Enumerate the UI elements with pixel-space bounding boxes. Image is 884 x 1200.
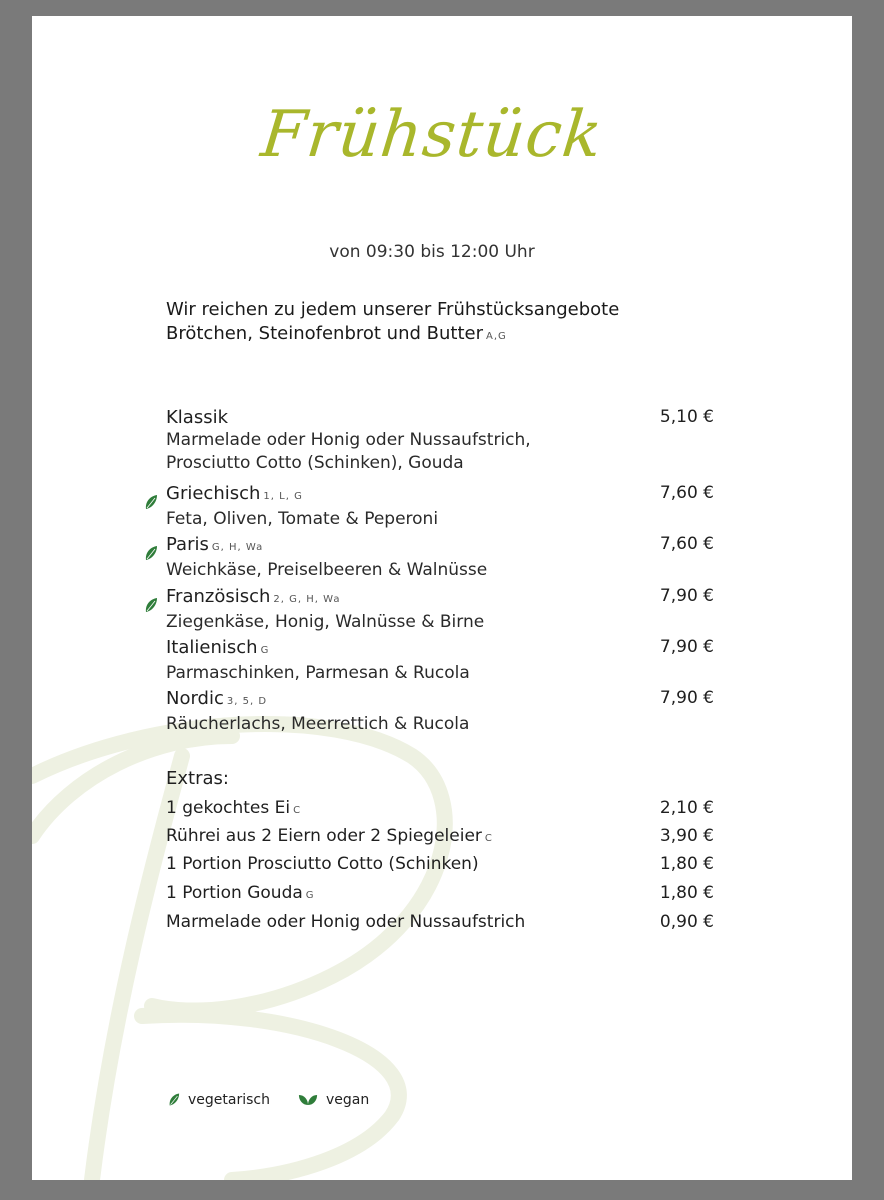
vegan-leaves-icon bbox=[298, 1092, 318, 1107]
allergen-codes: A,G bbox=[486, 331, 507, 342]
extra-item-price: 2,10 € bbox=[659, 798, 714, 818]
legend-label: vegan bbox=[326, 1092, 370, 1108]
extra-item-name: 1 Portion Prosciutto Cotto (Schinken) bbox=[166, 854, 479, 874]
extra-item-price: 1,80 € bbox=[659, 854, 714, 874]
menu-item-klassik bbox=[166, 406, 714, 475]
legend-vegan bbox=[298, 1092, 369, 1108]
menu-item-name: Klassik bbox=[166, 407, 229, 428]
vegetarian-leaf-icon bbox=[144, 494, 158, 510]
extra-item-price: 0,90 € bbox=[659, 912, 714, 932]
extras-heading: Extras: bbox=[166, 768, 229, 789]
menu-item-paris bbox=[166, 533, 714, 582]
menu-item-desc: Feta, Oliven, Tomate & Peperoni bbox=[166, 509, 439, 529]
intro-line-1: Wir reichen zu jedem unserer Frühstücksangebote bbox=[166, 299, 620, 320]
menu-item-price: 5,10 € bbox=[659, 407, 714, 427]
extra-item bbox=[166, 882, 714, 907]
extra-item bbox=[166, 853, 714, 876]
menu-item-price: 7,90 € bbox=[659, 637, 714, 657]
intro-line-2 bbox=[166, 322, 726, 349]
menu-item-name: Griechisch bbox=[166, 483, 261, 504]
vegetarian-leaf-icon bbox=[144, 545, 158, 561]
menu-item-italienisch bbox=[166, 636, 714, 685]
extra-item-name: 1 gekochtes Ei bbox=[166, 798, 291, 818]
vegetarian-leaf-icon bbox=[144, 597, 158, 613]
menu-item-price: 7,60 € bbox=[659, 534, 714, 554]
allergen-codes: 3, 5, D bbox=[226, 696, 268, 707]
allergen-codes: C bbox=[484, 833, 493, 844]
menu-item-name: Italienisch bbox=[166, 637, 258, 658]
page-title: Frühstück bbox=[257, 98, 607, 172]
menu-item-desc: Prosciutto Cotto (Schinken), Gouda bbox=[166, 453, 464, 473]
menu-item-desc: Räucherlachs, Meerrettich & Rucola bbox=[166, 714, 470, 734]
menu-item-desc: Ziegenkäse, Honig, Walnüsse & Birne bbox=[166, 612, 485, 632]
intro-text bbox=[166, 298, 726, 349]
menu-item-desc: Parmaschinken, Parmesan & Rucola bbox=[166, 663, 470, 683]
menu-item-griechisch bbox=[166, 482, 714, 531]
allergen-codes: C bbox=[293, 805, 302, 816]
menu-item-desc: Weichkäse, Preiselbeeren & Walnüsse bbox=[166, 560, 488, 580]
extra-item-name: 1 Portion Gouda bbox=[166, 883, 303, 903]
intro-line-2-text: Brötchen, Steinofenbrot und Butter bbox=[166, 323, 483, 344]
menu-item-price: 7,60 € bbox=[659, 483, 714, 503]
extra-item-price: 1,80 € bbox=[659, 883, 714, 903]
menu-item-name: Nordic bbox=[166, 688, 224, 709]
allergen-codes: 1, L, G bbox=[263, 491, 303, 502]
menu-page bbox=[32, 16, 852, 1180]
extra-item-name: Rührei aus 2 Eiern oder 2 Spiegeleier bbox=[166, 826, 482, 846]
extra-item bbox=[166, 825, 714, 850]
legend-vegetarian bbox=[168, 1092, 270, 1108]
menu-item-name: Paris bbox=[166, 534, 209, 555]
allergen-codes: G bbox=[305, 890, 315, 901]
opening-hours: von 09:30 bis 12:00 Uhr bbox=[329, 242, 535, 262]
extra-item bbox=[166, 911, 714, 934]
menu-item-desc: Marmelade oder Honig oder Nussaufstrich, bbox=[166, 430, 531, 450]
menu-item-name: Französisch bbox=[166, 586, 271, 607]
extra-item-price: 3,90 € bbox=[659, 826, 714, 846]
extra-item bbox=[166, 797, 714, 822]
menu-item-price: 7,90 € bbox=[659, 688, 714, 708]
allergen-codes: G, H, Wa bbox=[211, 542, 264, 553]
vegetarian-leaf-icon bbox=[168, 1092, 180, 1107]
allergen-codes: G bbox=[260, 645, 270, 656]
legend-label: vegetarisch bbox=[188, 1092, 270, 1108]
menu-item-nordic bbox=[166, 687, 714, 736]
menu-item-price: 7,90 € bbox=[659, 586, 714, 606]
extra-item-name: Marmelade oder Honig oder Nussaufstrich bbox=[166, 912, 526, 932]
menu-item-franzoesisch bbox=[166, 585, 714, 634]
allergen-codes: 2, G, H, Wa bbox=[273, 594, 341, 605]
